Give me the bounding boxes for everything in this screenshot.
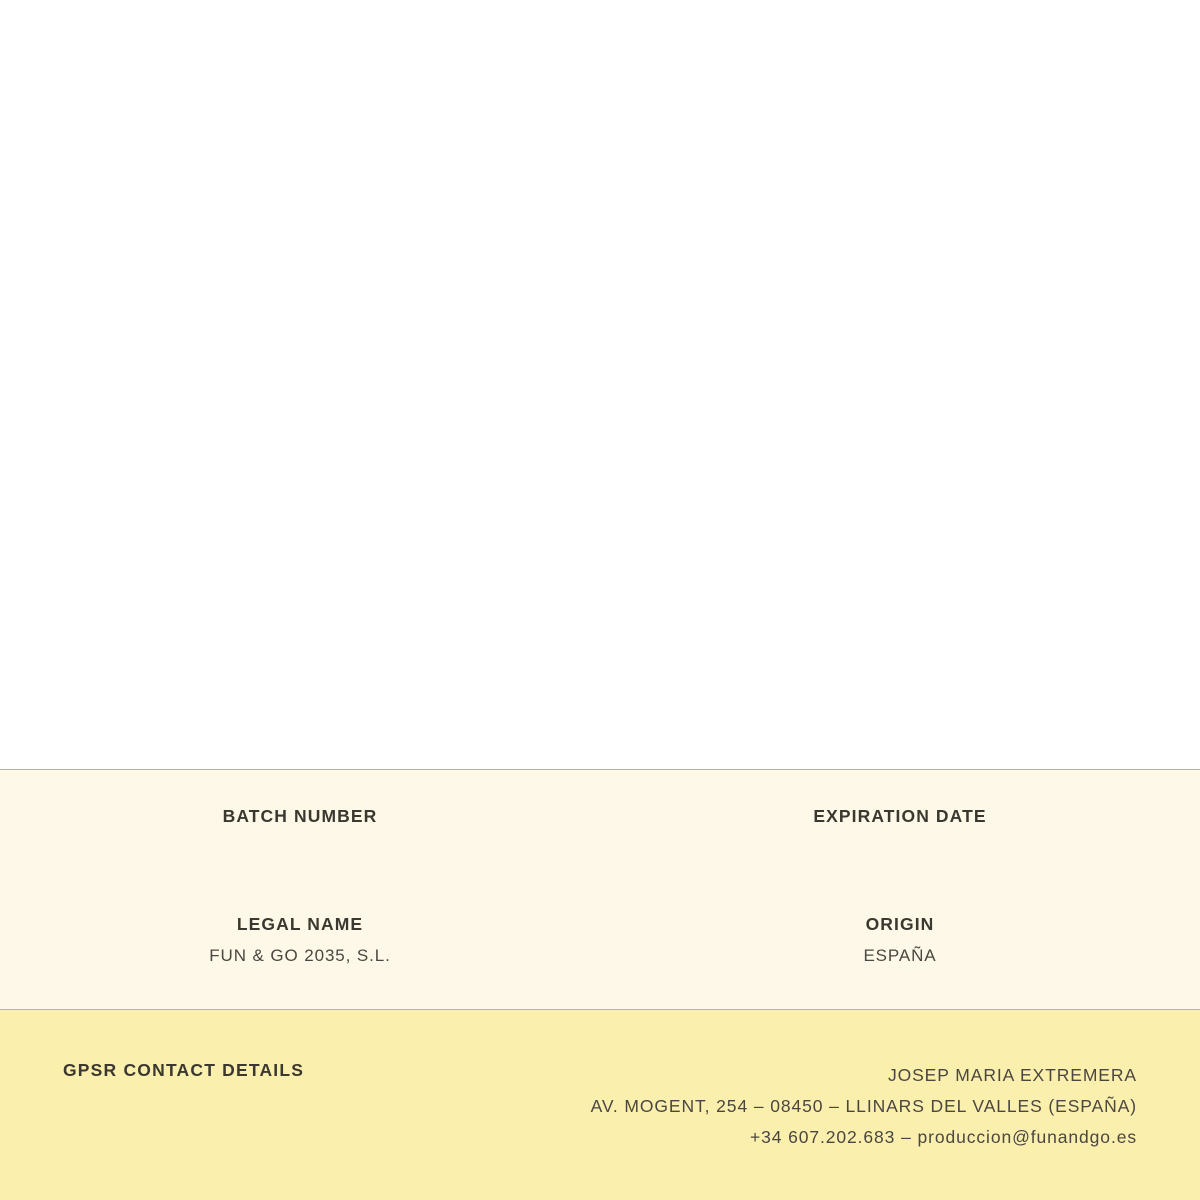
product-info-band [0, 769, 1200, 1010]
info-row-legal-origin [0, 914, 1200, 966]
field-legal-name-value: FUN & GO 2035, S.L. [209, 946, 391, 965]
gpsr-contact-phone-email: +34 607.202.683 – produccion@funandgo.es [749, 1127, 1137, 1148]
gpsr-contact-band [0, 1010, 1200, 1200]
field-expiration-date-label: EXPIRATION DATE [813, 806, 987, 826]
field-expiration-date-value [600, 838, 1200, 858]
gpsr-contact-address: AV. MOGENT, 254 – 08450 – LLINARS DEL VALLES (ESPAÑA) [590, 1096, 1137, 1117]
field-batch-number [0, 806, 600, 858]
field-batch-number-value [0, 838, 600, 858]
field-origin-label: ORIGIN [865, 914, 935, 934]
field-legal-name [0, 914, 600, 966]
field-origin [600, 914, 1200, 966]
gpsr-contact-person: JOSEP MARIA EXTREMERA [887, 1065, 1137, 1085]
info-row-batch-expiration [0, 806, 1200, 858]
field-origin-value: ESPAÑA [863, 946, 937, 965]
gpsr-contact-lines [591, 1060, 1137, 1153]
field-batch-number-label: BATCH NUMBER [222, 806, 378, 826]
gpsr-contact-title: GPSR CONTACT DETAILS [63, 1060, 305, 1080]
field-legal-name-label: LEGAL NAME [236, 914, 364, 934]
field-expiration-date [600, 806, 1200, 858]
